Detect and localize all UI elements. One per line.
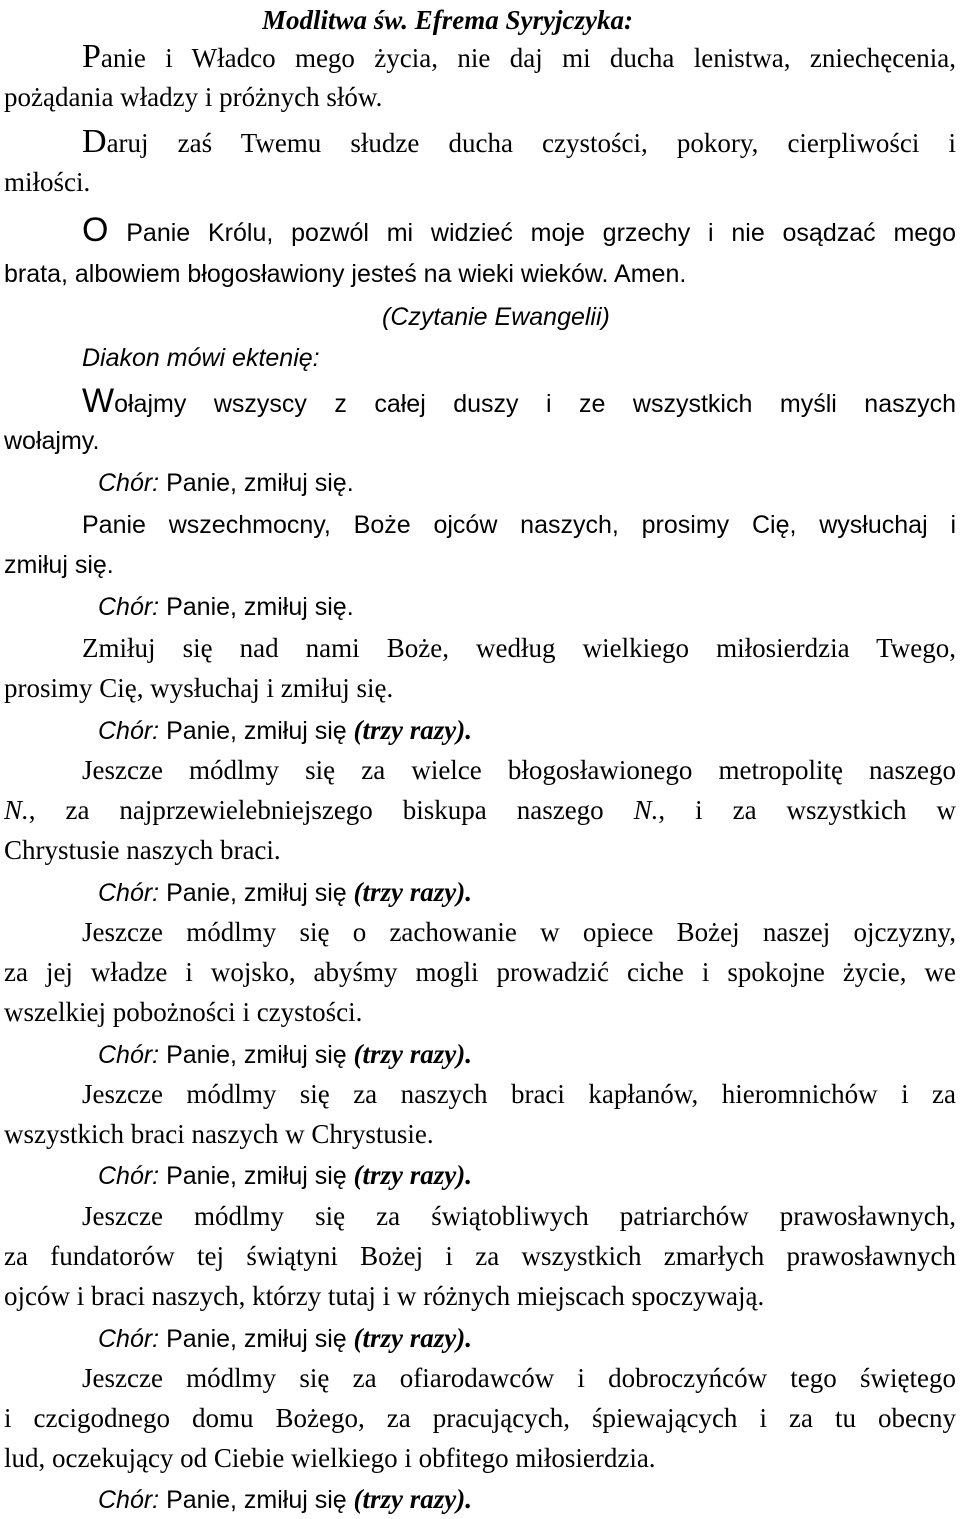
litany-3-line1: Zmiłuj się nad nami Boże, według wielkiego miłosierdzia Twego, — [82, 633, 956, 663]
litany-4-line1: Jeszcze módlmy się za wielce błogosławionego metropolitę naszego — [82, 755, 956, 785]
choir-response — [98, 1155, 956, 1195]
choir-times: (trzy razy). — [346, 1160, 472, 1190]
choir-text: Panie, zmiłuj się — [159, 1325, 347, 1353]
litany-4-line2 — [4, 790, 956, 830]
choir-response — [98, 872, 956, 912]
choir-text: Panie, zmiłuj się — [159, 1041, 347, 1069]
choir-response — [98, 710, 956, 750]
choir-response — [98, 587, 956, 627]
prayer-p3-line1 — [82, 210, 956, 250]
prayer-text: aruj zaś Twemu słudze ducha czystości, pokory, cierpliwości i — [106, 128, 956, 158]
choir-times: (trzy razy). — [346, 1484, 472, 1514]
choir-text: Panie, zmiłuj się — [159, 1162, 347, 1190]
choir-label: Chór: — [98, 1041, 160, 1069]
choir-text: Panie, zmiłuj się — [159, 1486, 347, 1514]
litany-5-line1: Jeszcze módlmy się o zachowanie w opiece Bożej naszej ojczyzny, — [82, 917, 956, 947]
litany-3-line2: prosimy Cię, wysłuchaj i zmiłuj się. — [4, 673, 394, 703]
choir-times: (trzy razy). — [346, 877, 472, 907]
drop-initial: P — [82, 38, 101, 75]
choir-label: Chór: — [98, 593, 160, 621]
choir-label: Chór: — [98, 1486, 160, 1514]
choir-label: Chór: — [98, 1325, 160, 1353]
choir-text: Panie, zmiłuj się — [159, 879, 347, 907]
litany-5-line3: wszelkiej pobożności i czystości. — [4, 997, 363, 1027]
litany-text: , za najprzewielebniejszego biskupa naszego — [28, 795, 634, 825]
choir-response — [98, 1034, 956, 1074]
choir-times: (trzy razy). — [346, 1039, 472, 1069]
prayer-p1-line2: pożądania władzy i próżnych słów. — [4, 82, 383, 112]
litany-8-line3: lud, oczekujący od Ciebie wielkiego i obfitego miłosierdzia. — [4, 1443, 656, 1473]
choir-label: Chór: — [98, 1162, 160, 1190]
litany-7-line2: za fundatorów tej świątyni Bożej i za wszystkich zmarłych prawosławnych — [4, 1241, 956, 1271]
name-placeholder: N. — [633, 795, 659, 825]
litany-5-line2: za jej władze i wojsko, abyśmy mogli prowadzić ciche i spokojne życie, we — [4, 957, 956, 987]
choir-label: Chór: — [98, 469, 160, 497]
gospel-heading: (Czytanie Ewangelii) — [382, 303, 610, 331]
litany-7-line1: Jeszcze módlmy się za świątobliwych patriarchów prawosławnych, — [82, 1201, 956, 1231]
litany-text: , i za wszystkich w — [658, 795, 956, 825]
prayer-text: anie i Władco mego życia, nie daj mi ducha lenistwa, zniechęcenia, — [100, 43, 956, 73]
litany-4-line3: Chrystusie naszych braci. — [4, 835, 281, 865]
litany-8-line1: Jeszcze módlmy się za ofiarodawców i dobroczyńców tego świętego — [82, 1363, 956, 1393]
litany-6-line1: Jeszcze módlmy się za naszych braci kapłanów, hieromnichów i za — [82, 1079, 956, 1109]
choir-response — [98, 1318, 956, 1358]
choir-times: (trzy razy). — [346, 1323, 472, 1353]
prayer-p3-line2: brata, albowiem błogosławiony jesteś na wieki wieków. Amen. — [4, 260, 687, 288]
litany-text: ołajmy wszyscy z całej duszy i ze wszystkich myśli naszych — [114, 390, 956, 418]
prayer-p1-line1 — [82, 37, 956, 77]
litany-6-line2: wszystkich braci naszych w Chrystusie. — [4, 1119, 434, 1149]
choir-times: (trzy razy). — [346, 715, 472, 745]
choir-text: Panie, zmiłuj się. — [159, 469, 354, 497]
litany-2-line1: Panie wszechmocny, Boże ojców naszych, prosimy Cię, wysłuchaj i — [82, 511, 956, 539]
choir-label: Chór: — [98, 717, 160, 745]
litany-intro-line2: wołajmy. — [4, 427, 100, 455]
choir-text: Panie, zmiłuj się. — [159, 593, 354, 621]
drop-initial: W — [82, 382, 115, 420]
litany-8-line2: i czcigodnego domu Bożego, za pracujących, śpiewających i za tu obecny — [4, 1403, 956, 1433]
choir-response — [98, 1479, 956, 1519]
prayer-text: Panie Królu, pozwól mi widzieć moje grzechy i nie osądzać mego — [108, 219, 956, 247]
name-placeholder: N. — [4, 795, 29, 825]
choir-label: Chór: — [98, 879, 160, 907]
drop-initial: D — [82, 123, 107, 160]
prayer-title: Modlitwa św. Efrema Syryjczyka: — [262, 5, 633, 35]
prayer-p2-line2: miłości. — [4, 167, 91, 197]
litany-intro-line1 — [82, 381, 956, 421]
deacon-heading: Diakon mówi ektenię: — [82, 344, 320, 372]
litany-7-line3: ojców i braci naszych, którzy tutaj i w różnych miejscach spoczywają. — [4, 1281, 765, 1311]
drop-initial: O — [82, 211, 109, 249]
prayer-p2-line1 — [82, 122, 956, 162]
choir-response — [98, 463, 956, 503]
litany-2-line2: zmiłuj się. — [4, 551, 114, 579]
choir-text: Panie, zmiłuj się — [159, 717, 347, 745]
